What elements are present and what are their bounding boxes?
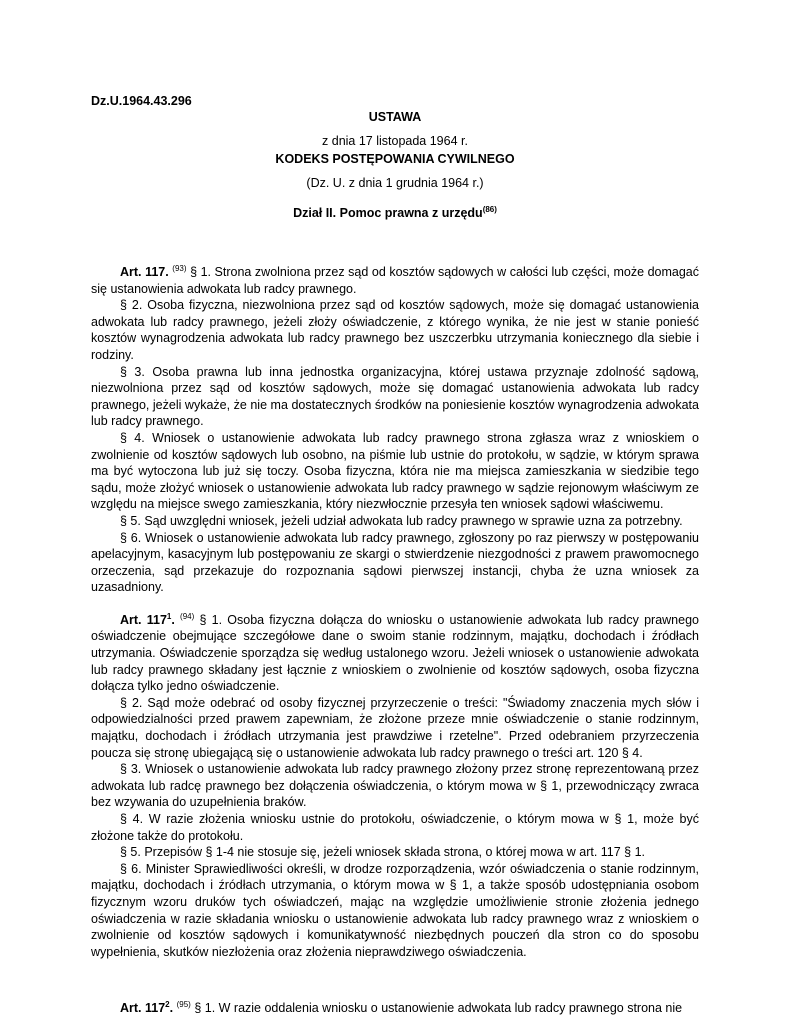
- act-type: USTAWA: [368, 110, 422, 124]
- section-heading: [91, 206, 699, 220]
- publication-ref: (Dz. U. z dnia 1 grudnia 1964 r.): [306, 176, 484, 190]
- act-date: z dnia 17 listopada 1964 r.: [322, 134, 468, 148]
- art-117-1-paragraph-1: [91, 612, 699, 695]
- section-title: Dział II. Pomoc prawna z urzędu: [293, 206, 483, 220]
- footnote-ref: (93): [172, 264, 187, 273]
- article-superscript: 1: [166, 611, 172, 621]
- art-117-paragraph-5: § 5. Sąd uwzględni wniosek, jeżeli udział adwokata lub radcy prawnego w sprawie uzna za potrzebny.: [120, 513, 683, 528]
- act-title: KODEKS POSTĘPOWANIA CYWILNEGO: [275, 152, 515, 166]
- footnote-ref: (95): [176, 1000, 191, 1010]
- art-117-paragraph-6: § 6. Wniosek o ustanowienie adwokata lub radcy prawnego, zgłoszony po raz pierwszy w postępowaniu apelacyjnym, kasacyjnym lub postępowaniu ze skargi o stwierdzenie niezgodności z prawem prawomocnego orzeczenia, sąd przekazuje do rozpoznania sądowi pierwszej instancji, chyba że uzna wniosek za uzasadniony.: [91, 530, 699, 595]
- paragraph-text: § 1. W razie oddalenia wniosku o ustanowienie adwokata lub radcy prawnego strona nie: [194, 1001, 683, 1016]
- art-117-2-paragraph-1: [91, 1000, 699, 1017]
- art-117-1-paragraph-2: § 2. Sąd może odebrać od osoby fizycznej przyrzeczenie o treści: "Świadomy znaczenia mych słów i odpowiedzialności przed prawem zapewniam, że złożone przeze mnie oświadczenie o stanie rodzinnym, majątku, dochodach i źródłach utrzymania jest prawdziwe i rzetelne". Przed odebraniem przyrzeczenia poucza się stronę ubiegającą się o ustanowienie adwokata lub radcy prawnego o treści art. 120 § 4.: [91, 695, 699, 760]
- document-id: Dz.U.1964.43.296: [91, 94, 192, 108]
- art-117-paragraph-2: § 2. Osoba fizyczna, niezwolniona przez sąd od kosztów sądowych, może się domagać ustanowienia adwokata lub radcy prawnego, jeżeli złoży oświadczenie, z którego wynika, że nie jest w stanie ponieść kosztów wynagrodzenia adwokata lub radcy prawnego bez uszczerbku utrzymania koniecznego dla siebie i rodziny.: [91, 298, 699, 362]
- footnote-ref: (94): [180, 611, 195, 621]
- document-body: [91, 264, 699, 1017]
- art-117-paragraph-1: [91, 264, 699, 297]
- article-label: Art. 117.: [120, 265, 169, 279]
- article-label: [120, 613, 175, 627]
- art-117-1-paragraph-5: § 5. Przepisów § 1-4 nie stosuje się, jeżeli wniosek składa strona, o której mowa w art. 117 § 1.: [120, 845, 646, 860]
- article-label: [120, 1001, 173, 1015]
- article-label-dot: .: [171, 612, 175, 627]
- article-label-text: Art. 117: [120, 612, 167, 627]
- art-117-paragraph-3: § 3. Osoba prawna lub inna jednostka organizacyjna, której ustawa przyznaje zdolność sądową, niezwolniona przez sąd od kosztów sądowych, może się domagać ustanowienia adwokata lub radcy prawnego, jeżeli wykaże, że nie ma dostatecznych środków na poniesienie kosztów wynagrodzenia adwokata lub radcy prawnego.: [91, 364, 699, 429]
- article-superscript: 2: [165, 1000, 170, 1010]
- art-117-1-paragraph-3: § 3. Wniosek o ustanowienie adwokata lub radcy prawnego złożony przez stronę reprezentowaną przez adwokata lub radcę prawnego bez dołączenia oświadczenia, o którym mowa w § 1, przewodniczący zwraca bez wzywania do uzupełnienia braków.: [91, 762, 699, 810]
- art-117-paragraph-4: § 4. Wniosek o ustanowienie adwokata lub radcy prawnego strona zgłasza wraz z wnioskiem o zwolnienie od kosztów sądowych lub osobno, na piśmie lub ustnie do protokołu, w sądzie, w którym sprawa ma być wytoczona lub już się toczy. Osoba fizyczna, która nie ma miejsca zamieszkania w siedzibie tego sądu, może złożyć wniosek o ustanowienie adwokata lub radcy prawnego w sądzie rejonowym właściwym ze względu na miejsce swego zamieszkania, który niezwłocznie przesyła ten wniosek sądowi właściwemu.: [91, 430, 699, 512]
- paragraph-text: § 1. Strona zwolniona przez sąd od kosztów sądowych w całości lub części, może domagać się ustanowienia adwokata lub radcy prawnego.: [91, 265, 700, 296]
- section-footnote-ref: (86): [482, 205, 497, 214]
- article-label-dot: .: [169, 1001, 174, 1016]
- art-117-1-paragraph-6: § 6. Minister Sprawiedliwości określi, w drodze rozporządzenia, wzór oświadczenia o stanie rodzinnym, majątku, dochodach i źródłach utrzymania, o którym mowa w § 1, a także sposób udostępniania osobom fizycznym wzoru druków tych oświadczeń, mając na względzie umożliwienie stronie złożenia jednego oświadczenia w razie składania wniosku o ustanowienie adwokata lub radcy prawnego wraz z wnioskiem o zwolnienie od kosztów sądowych i komunikatywność niezbędnych pouczeń dla stron co do sposobu wypełnienia, skutków niezłożenia oraz złożenia nieprawdziwego oświadczenia.: [91, 861, 699, 959]
- art-117-1-paragraph-4: § 4. W razie złożenia wniosku ustnie do protokołu, oświadczenie, o którym mowa w § 1, może być złożone także do protokołu.: [91, 812, 699, 843]
- paragraph-text: § 1. Osoba fizyczna dołącza do wniosku o ustanowienie adwokata lub radcy prawnego oświadczenie obejmujące szczegółowe dane o swoim stanie rodzinnym, majątku, dochodach i źródłach utrzymania. Oświadczenie sporządza się według ustalonego wzoru. Jeżeli wniosek o ustanowienie adwokata lub radcy prawnego składany jest łącznie z wnioskiem o zwolnienie od kosztów sądowych, osoba fizyczna dołącza tylko jedno oświadczenie.: [91, 612, 699, 694]
- article-label-text: Art. 117: [120, 1001, 166, 1016]
